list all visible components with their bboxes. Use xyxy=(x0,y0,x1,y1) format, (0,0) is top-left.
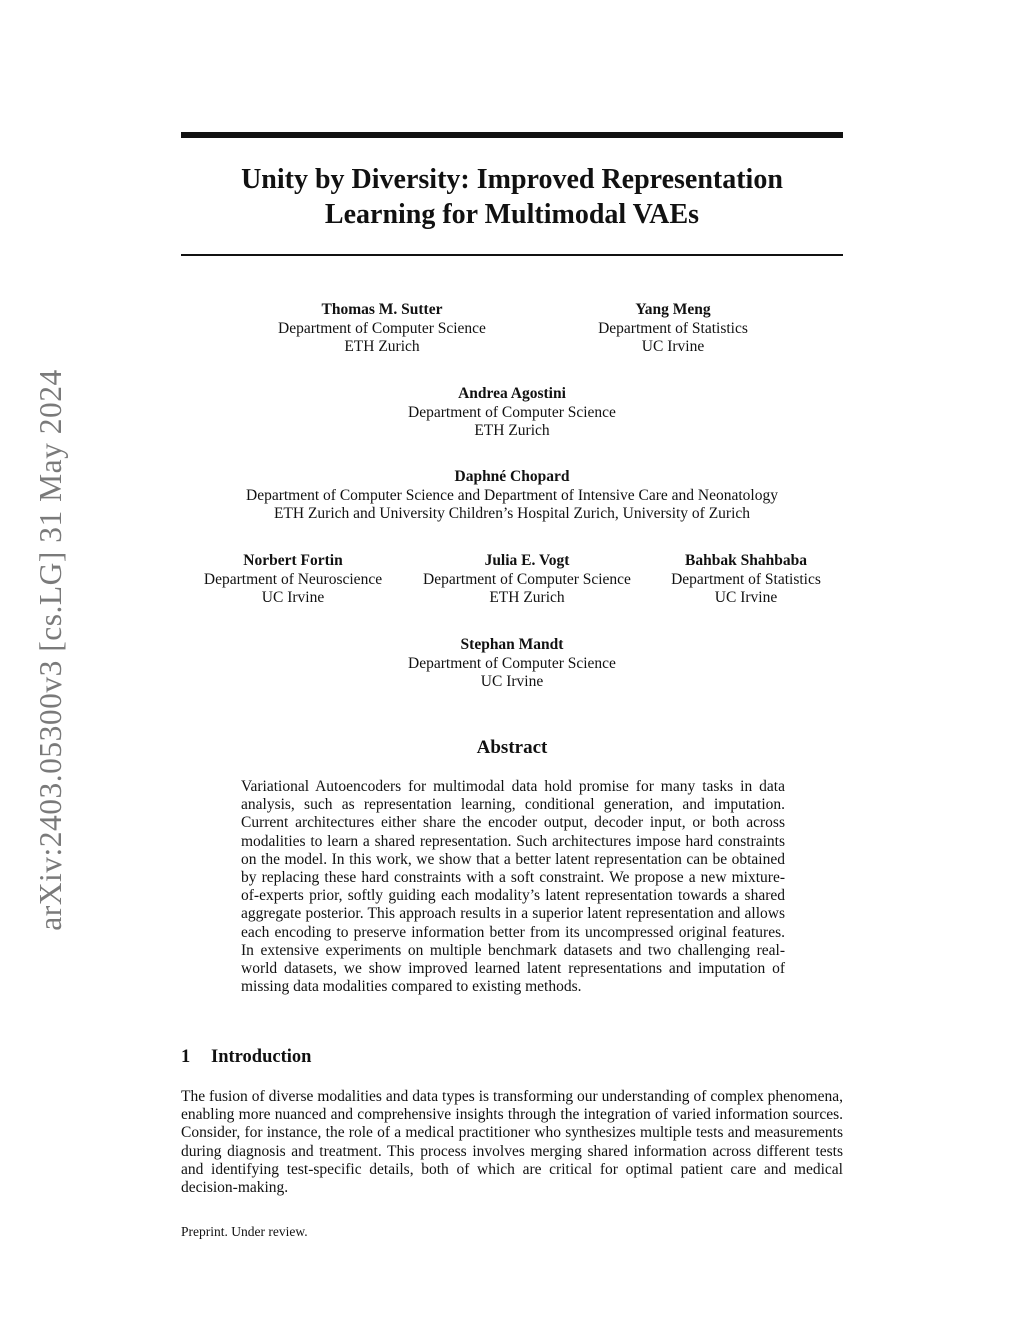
title-top-rule xyxy=(181,132,843,138)
author-affiliation: Department of Computer Science xyxy=(408,403,616,421)
author-block xyxy=(181,468,843,524)
author-institution: ETH Zurich xyxy=(344,338,420,355)
author-affiliation: Department of Computer Science xyxy=(408,654,616,672)
author-block xyxy=(651,552,841,608)
author-institution: ETH Zurich and University Children’s Hospital Zurich, University of Zurich xyxy=(273,505,751,522)
author-name: Stephan Mandt xyxy=(460,636,564,653)
author-institution: UC Irvine xyxy=(480,673,544,690)
title-bottom-rule xyxy=(181,254,843,256)
section-title: Introduction xyxy=(211,1047,312,1067)
author-name: Norbert Fortin xyxy=(243,552,343,569)
author-institution: UC Irvine xyxy=(641,338,705,355)
author-block xyxy=(232,301,532,357)
author-affiliation: Department of Neuroscience xyxy=(203,570,383,588)
title-line: Learning for Multimodal VAEs xyxy=(324,199,700,230)
author-affiliation: Department of Computer Science xyxy=(278,319,486,337)
author-block xyxy=(407,552,647,608)
author-block xyxy=(362,385,662,441)
author-institution: ETH Zurich xyxy=(474,422,550,439)
author-block xyxy=(183,552,403,608)
arxiv-identifier-stamp: arXiv:2403.05300v3 [cs.LG] 31 May 2024 xyxy=(33,369,68,931)
author-block xyxy=(362,636,662,692)
footer-note: Preprint. Under review. xyxy=(181,1224,308,1239)
author-affiliation: Department of Computer Science and Department of Intensive Care and Neonatology xyxy=(246,486,778,504)
author-name: Andrea Agostini xyxy=(458,385,566,402)
abstract-heading: Abstract xyxy=(476,737,548,758)
title-line: Unity by Diversity: Improved Representation xyxy=(241,164,783,195)
paper-title xyxy=(181,162,843,232)
introduction-paragraph: The fusion of diverse modalities and data types is transforming our understanding of complex phenomena, enabling more nuanced and comprehensive insights through the integration of varied information sources. Consider, for instance, the role of a medical practitioner who synthesizes multiple tests and measurements during diagnosis and treatment. This process involves merging shared information across different tests and identifying test-specific details, both of which are critical for optimal patient care and medical decision-making. xyxy=(181,1088,843,1197)
section-number: 1 xyxy=(181,1047,191,1067)
author-name: Thomas M. Sutter xyxy=(321,301,443,318)
author-affiliation: Department of Statistics xyxy=(671,570,821,588)
author-name: Bahbak Shahbaba xyxy=(685,552,807,569)
author-block xyxy=(563,301,783,357)
author-affiliation: Department of Statistics xyxy=(598,319,748,337)
abstract-text: Variational Autoencoders for multimodal data hold promise for many tasks in data analysis, such as representation learning, conditional generation, and imputation. Current architectures either share the encoder output, decoder input, or both across modalities to learn a shared representation. Such architectures impose hard constraints on the model. In this work, we show that a better latent representation can be obtained by replacing these hard constraints with a soft constraint. We propose a new mixture-of-experts prior, softly guiding each modality’s latent representation towards a shared aggregate posterior. This approach results in a superior latent representation and allows each encoding to preserve information better from its uncompressed original features. In extensive experiments on multiple benchmark datasets and two challenging real-world datasets, we show improved learned latent representations and imputation of missing data modalities compared to existing methods. xyxy=(241,778,785,996)
author-institution: UC Irvine xyxy=(714,589,778,606)
author-institution: UC Irvine xyxy=(261,589,325,606)
author-name: Julia E. Vogt xyxy=(484,552,570,569)
author-affiliation: Department of Computer Science xyxy=(423,570,631,588)
author-name: Daphné Chopard xyxy=(454,468,570,485)
section-heading-introduction xyxy=(181,1047,311,1068)
author-name: Yang Meng xyxy=(635,301,711,318)
author-institution: ETH Zurich xyxy=(489,589,565,606)
